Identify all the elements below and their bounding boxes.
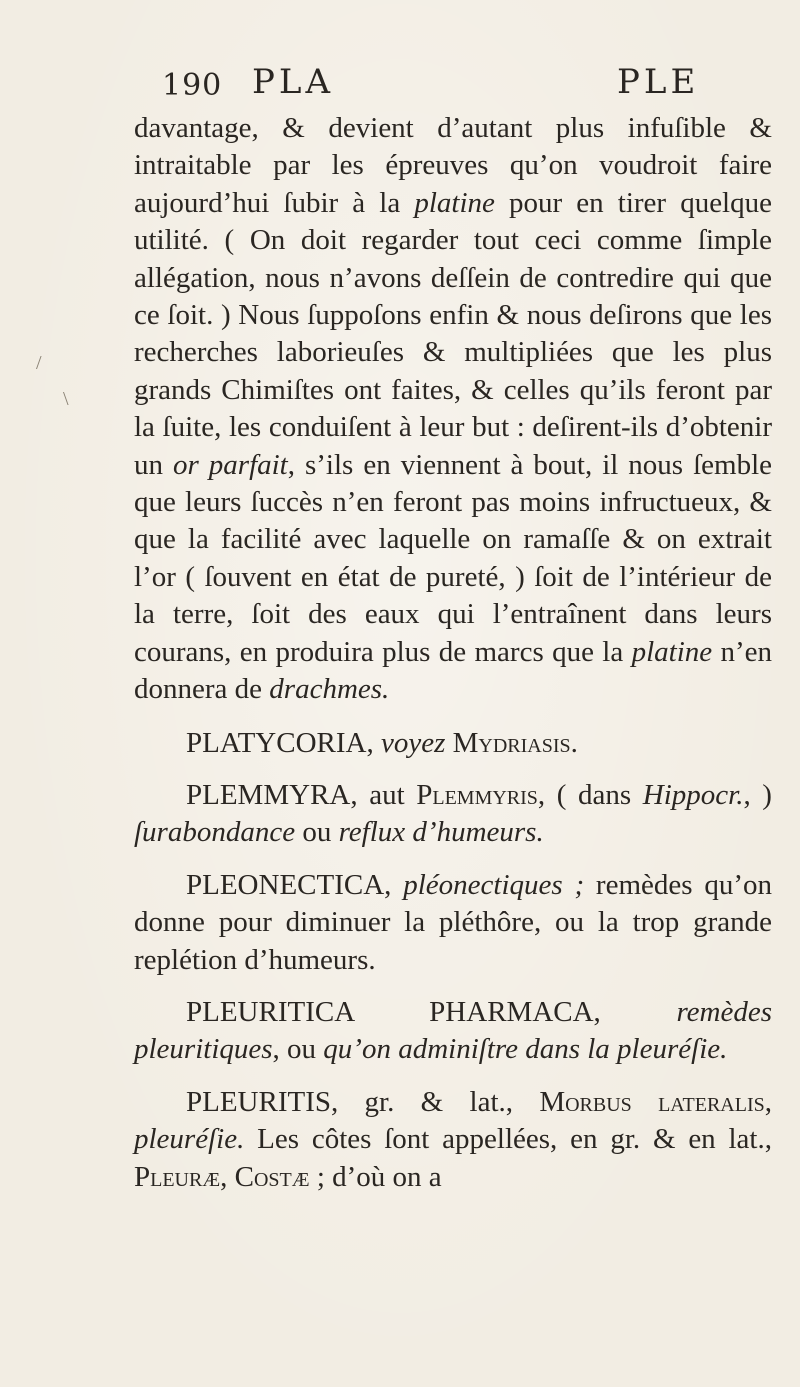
header-left-word: PLA: [252, 62, 335, 102]
margin-mark: \: [63, 388, 69, 410]
running-header: [162, 62, 762, 106]
page-number: 190: [162, 68, 223, 103]
paragraph-continued: davantage, & devient d’autant plus infuſible & intraitable par les épreuves qu’on voudroit faire aujourd’hui ſubir à la platine pour en tirer quelque utilité. ( On doit regarder tout ceci comme ſimple allégation, nous n’avons deſſein de contredire qui que ce ſoit. ) Nous ſuppoſons enfin & nous deſirons que les recherches laborieuſes & multipliées que les plus grands Chimiſtes ont faites, & celles qu’ils feront par la ſuite, les conduiſent à leur but : deſirent-ils d’obtenir un or parfait, s’ils en viennent à bout, il nous ſemble que leurs ſuccès n’en feront pas moins infructueux, & que la facilité avec laquelle on ramaſſe & on extrait l’or ( ſouvent en état de pureté, ) ſoit de l’intérieur de la terre, ſoit des eaux qui l’entraînent dans leurs courans, en produira plus de marcs que la platine n’en donnera de drachmes.: [134, 112, 773, 706]
entry-pleuritis: PLEURITIS, gr. & lat., Morbus lateralis, pleuréſie. Les côtes ſont appellées, en gr. & en lat., Pleuræ, Costæ ; d’où on a: [134, 1085, 772, 1193]
entry-platycoria: PLATYCORIA, voyez Mydriasis.: [186, 726, 578, 759]
header-right-word: PLE: [617, 62, 700, 102]
entry-pleuritica-pharmaca: PLEURITICA PHARMACA, remèdes pleuritiques, ou qu’on adminiſtre dans la pleuréſie.: [134, 995, 772, 1066]
entry-plemmyra: PLEMMYRA, aut Plemmyris, ( dans Hippocr., ) ſurabondance ou reflux d’humeurs.: [134, 778, 772, 849]
margin-mark: /: [36, 352, 42, 374]
entry-pleonectica: PLEONECTICA, pléonectiques ; remèdes qu’on donne pour diminuer la pléthôre, ou la trop grande replétion d’humeurs.: [134, 868, 772, 976]
main-text: [134, 110, 772, 1196]
